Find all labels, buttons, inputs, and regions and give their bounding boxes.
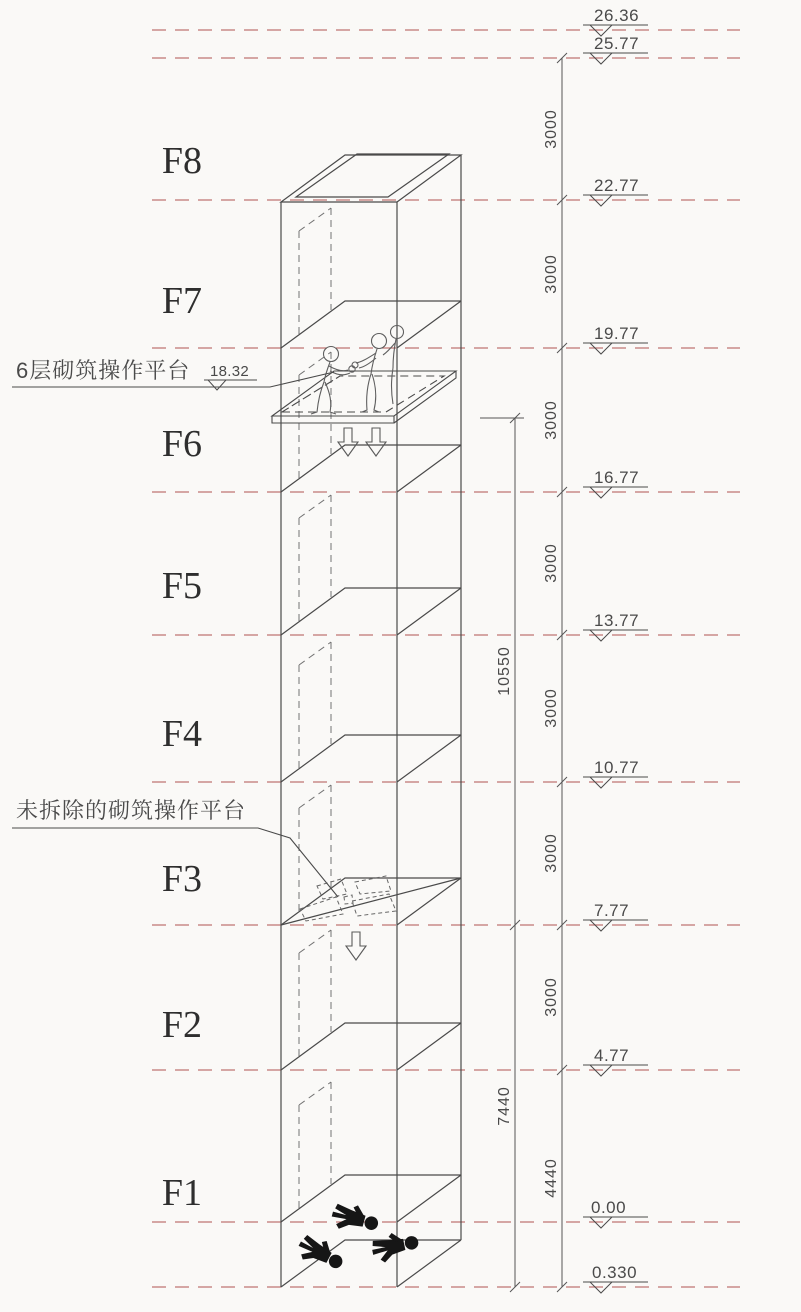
elevation-marker [583, 1046, 648, 1076]
elevation-marker-platform [204, 363, 257, 390]
elevation-marker [583, 1198, 648, 1228]
debris-piece [300, 897, 343, 921]
platform-outline [272, 371, 456, 416]
fallen-worker-figure [294, 1230, 348, 1276]
worker-figure [311, 347, 355, 415]
floor-label-f8: F8 [161, 140, 203, 182]
dimension-value: 3000 [543, 543, 560, 583]
elevation-value: 0.330 [592, 1263, 638, 1282]
elevation-marker [583, 6, 648, 36]
platform-surface-diagonal [281, 878, 461, 925]
down-arrow-icon [346, 932, 366, 960]
floor-label-f7: F7 [161, 280, 203, 322]
dimension-value: 3000 [543, 688, 560, 728]
dimension-value: 4440 [543, 1158, 560, 1198]
elevation-value: 18.32 [210, 363, 250, 380]
debris-piece [344, 895, 353, 904]
floor-slab [281, 588, 461, 635]
floor-label-f1: F1 [161, 1172, 203, 1214]
annotations [16, 358, 246, 823]
lower-platform-annotation: 未拆除的砌筑操作平台 [16, 798, 247, 823]
dimension-labels-outer [543, 109, 560, 1198]
elevation-marker [583, 468, 648, 498]
dimension-value: 3000 [543, 400, 560, 440]
elevation-marker [583, 611, 648, 641]
elevation-marker [583, 176, 648, 206]
dimension-chain-outer [557, 53, 567, 1292]
elevation-value: 16.77 [594, 468, 640, 487]
dimension-chain-inner [480, 413, 524, 1292]
elevation-value: 26.36 [594, 6, 640, 25]
elevator-shaft [281, 154, 461, 1287]
elevation-markers [204, 6, 648, 1293]
down-arrow-icon [338, 428, 358, 456]
elevation-value: 13.77 [594, 611, 640, 630]
floor-slab [281, 445, 461, 492]
dimension-value: 7440 [496, 1086, 513, 1126]
dimension-labels-inner [496, 646, 513, 1126]
elevation-value: 25.77 [594, 34, 640, 53]
floor-label-f3: F3 [161, 858, 203, 900]
floor-slab [281, 735, 461, 782]
platform-deck-dashed [282, 376, 444, 412]
elevation-marker [583, 901, 648, 931]
fall-arrow-lower [346, 932, 366, 960]
door-openings [299, 208, 331, 1208]
elevation-value: 10.77 [594, 758, 640, 777]
floor-label-f4: F4 [161, 713, 203, 755]
elevation-marker [583, 34, 648, 64]
fallen-workers [294, 1200, 421, 1277]
masonry-platform-18-32 [272, 371, 456, 423]
dimension-value: 3000 [543, 109, 560, 149]
floor-label-f5: F5 [161, 565, 203, 607]
upper-platform-annotation: 6层砌筑操作平台 [16, 358, 191, 383]
elevation-value: 4.77 [594, 1046, 630, 1065]
dimension-value: 3000 [543, 977, 560, 1017]
fall-arrows-upper [338, 428, 386, 456]
workers-on-platform [311, 326, 404, 415]
fallen-worker-figure [329, 1200, 381, 1239]
elevation-marker [583, 324, 648, 354]
down-arrow-icon [366, 428, 386, 456]
fallen-worker-figure [370, 1228, 421, 1265]
elevation-value: 7.77 [594, 901, 630, 920]
floor-label-f6: F6 [161, 423, 203, 465]
elevation-value: 0.00 [591, 1198, 627, 1217]
level-lines [152, 30, 740, 1287]
elevation-value: 19.77 [594, 324, 640, 343]
floor-label-f2: F2 [161, 1004, 203, 1046]
elevation-marker [583, 1263, 648, 1293]
elevation-marker [583, 758, 648, 788]
debris-piece [355, 876, 391, 894]
dimension-value: 3000 [543, 833, 560, 873]
platform-thickness [272, 371, 456, 423]
floor-slab [281, 1175, 461, 1222]
floor-labels [162, 140, 202, 1214]
floor-slab [281, 1023, 461, 1070]
parapet-rim [281, 154, 461, 202]
worker-figure [352, 334, 387, 413]
elevation-value: 22.77 [594, 176, 640, 195]
dimension-value: 3000 [543, 254, 560, 294]
dimension-value: 10550 [496, 646, 513, 696]
